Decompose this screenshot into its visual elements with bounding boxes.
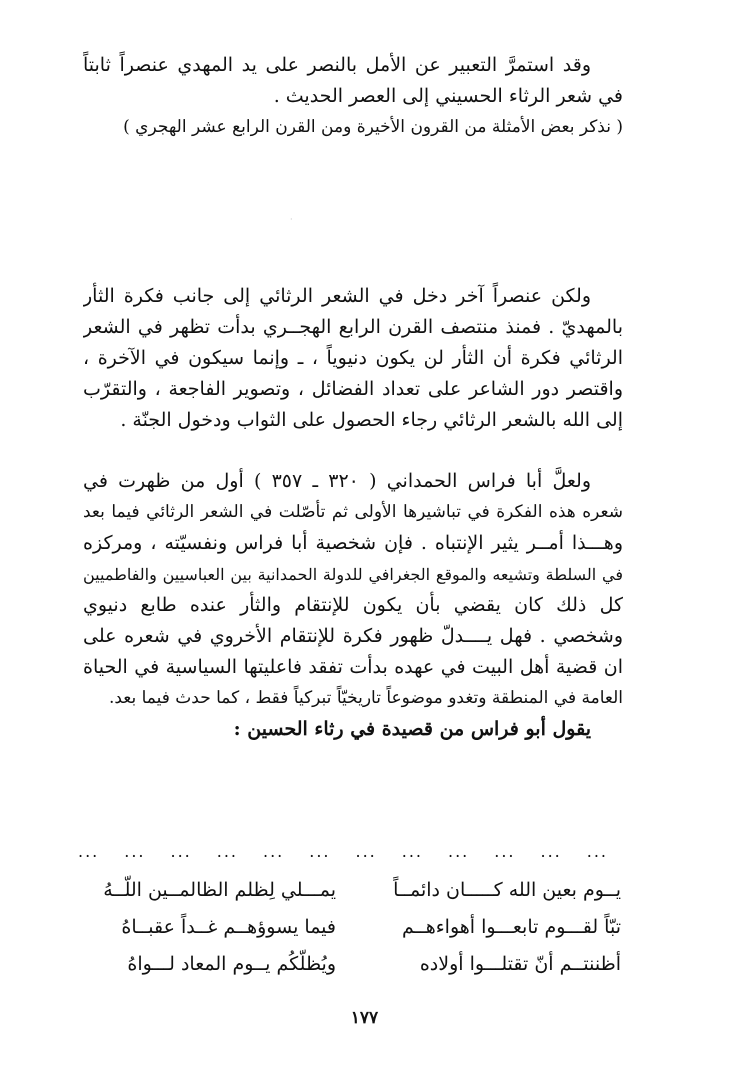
paragraph-2 — [83, 466, 623, 745]
paragraph-line: كل ذلك كان يقضي بأن يكون للإنتقام والثأر عنده طابع دنيوي — [83, 594, 623, 616]
paragraph-line: وهـــذا أمــر يثير الإنتباه . فإن شخصية أبا فراس ونفسيّته ، ومركزه — [83, 532, 623, 554]
intro-note: ( نذكر بعض الأمثلة من القرون الأخيرة ومن القرن الرابع عشر الهجري ) — [123, 117, 623, 137]
paragraph-line: ان قضية أهل البيت في عهده بدأت تفقد فاعليتها السياسية في الحياة — [83, 656, 623, 678]
paragraph-line: الرثائي فكرة أن الثأر لن يكون دنيوياً ، ـ وإنما سيكون في الآخرة ، — [83, 347, 623, 369]
poem-verse — [76, 909, 621, 946]
poem-verse — [76, 946, 621, 983]
paragraph-line: في السلطة وتشيعه والموقع الجغرافي للدولة الحمدانية بين العباسيين والفاطميين — [83, 565, 623, 584]
verse-first-hemistich: تبّاً لقـــوم تابعـــوا أهواءهــم — [401, 916, 621, 938]
verse-second-hemistich: ويُظلّكُم يــوم المعاد لـــواهُ — [127, 953, 336, 975]
paragraph-line: ولكن عنصراً آخر دخل في الشعر الرثائي إلى جانب فكرة الثأر — [83, 285, 591, 307]
page-number: ١٧٧ — [350, 1008, 379, 1028]
poem-verse — [76, 872, 621, 909]
paragraph-line: شعره هذه الفكرة في تباشيرها الأولى ثم تأصّلت في الشعر الرثائي فيما بعد — [83, 502, 623, 522]
verse-first-hemistich: أظننتــم أنّ تقتلـــوا أولاده — [419, 953, 621, 975]
paragraph-1 — [83, 281, 623, 436]
paragraph-line: ولعلَّ أبا فراس الحمداني ( ٣٢٠ ـ ٣٥٧ ) أول من ظهرت في — [83, 470, 591, 492]
quote-intro: يقول أبو فراس من قصيدة في رثاء الحسين : — [233, 718, 591, 740]
intro-line: في شعر الرثاء الحسيني إلى العصر الحديث . — [273, 85, 623, 107]
paragraph-line: واقتصر دور الشاعر على تعداد الفضائل ، وتصوير الفاجعة ، والتقرّب — [83, 378, 623, 400]
verse-first-hemistich: يــوم بعين الله كـــــان دائمــاً — [393, 879, 621, 901]
ellipsis-line: ... ... ... ... ... ... ... ... ... ... ... ... — [78, 842, 608, 861]
paragraph-line: العامة في المنطقة وتغدو موضوعاً تاريخيّاً تبركياً فقط ، كما حدث فيما بعد. — [108, 688, 623, 708]
paragraph-line: وشخصي . فهل يــــدلّ ظهور فكرة للإنتقام الأخروي في شعره على — [83, 625, 623, 647]
intro-paragraph — [83, 50, 623, 143]
paragraph-line: إلى الله بالشعر الرثائي رجاء الحصول على الثواب ودخول الجنّة . — [120, 409, 623, 431]
intro-line: وقد استمرَّ التعبير عن الأمل بالنصر على يد المهدي عنصراً ثابتاً — [83, 54, 591, 76]
scan-speck: · — [290, 215, 293, 224]
paragraph-line: بالمهديّ . فمنذ منتصف القرن الرابع الهجــري بدأت تظهر في الشعر — [83, 316, 623, 338]
poem — [76, 872, 621, 983]
verse-second-hemistich: فيما يسوؤهــم غــداً عقبــاهُ — [121, 916, 336, 938]
verse-second-hemistich: يمـــلي لِظلم الظالمــين اللّــهُ — [103, 879, 336, 901]
